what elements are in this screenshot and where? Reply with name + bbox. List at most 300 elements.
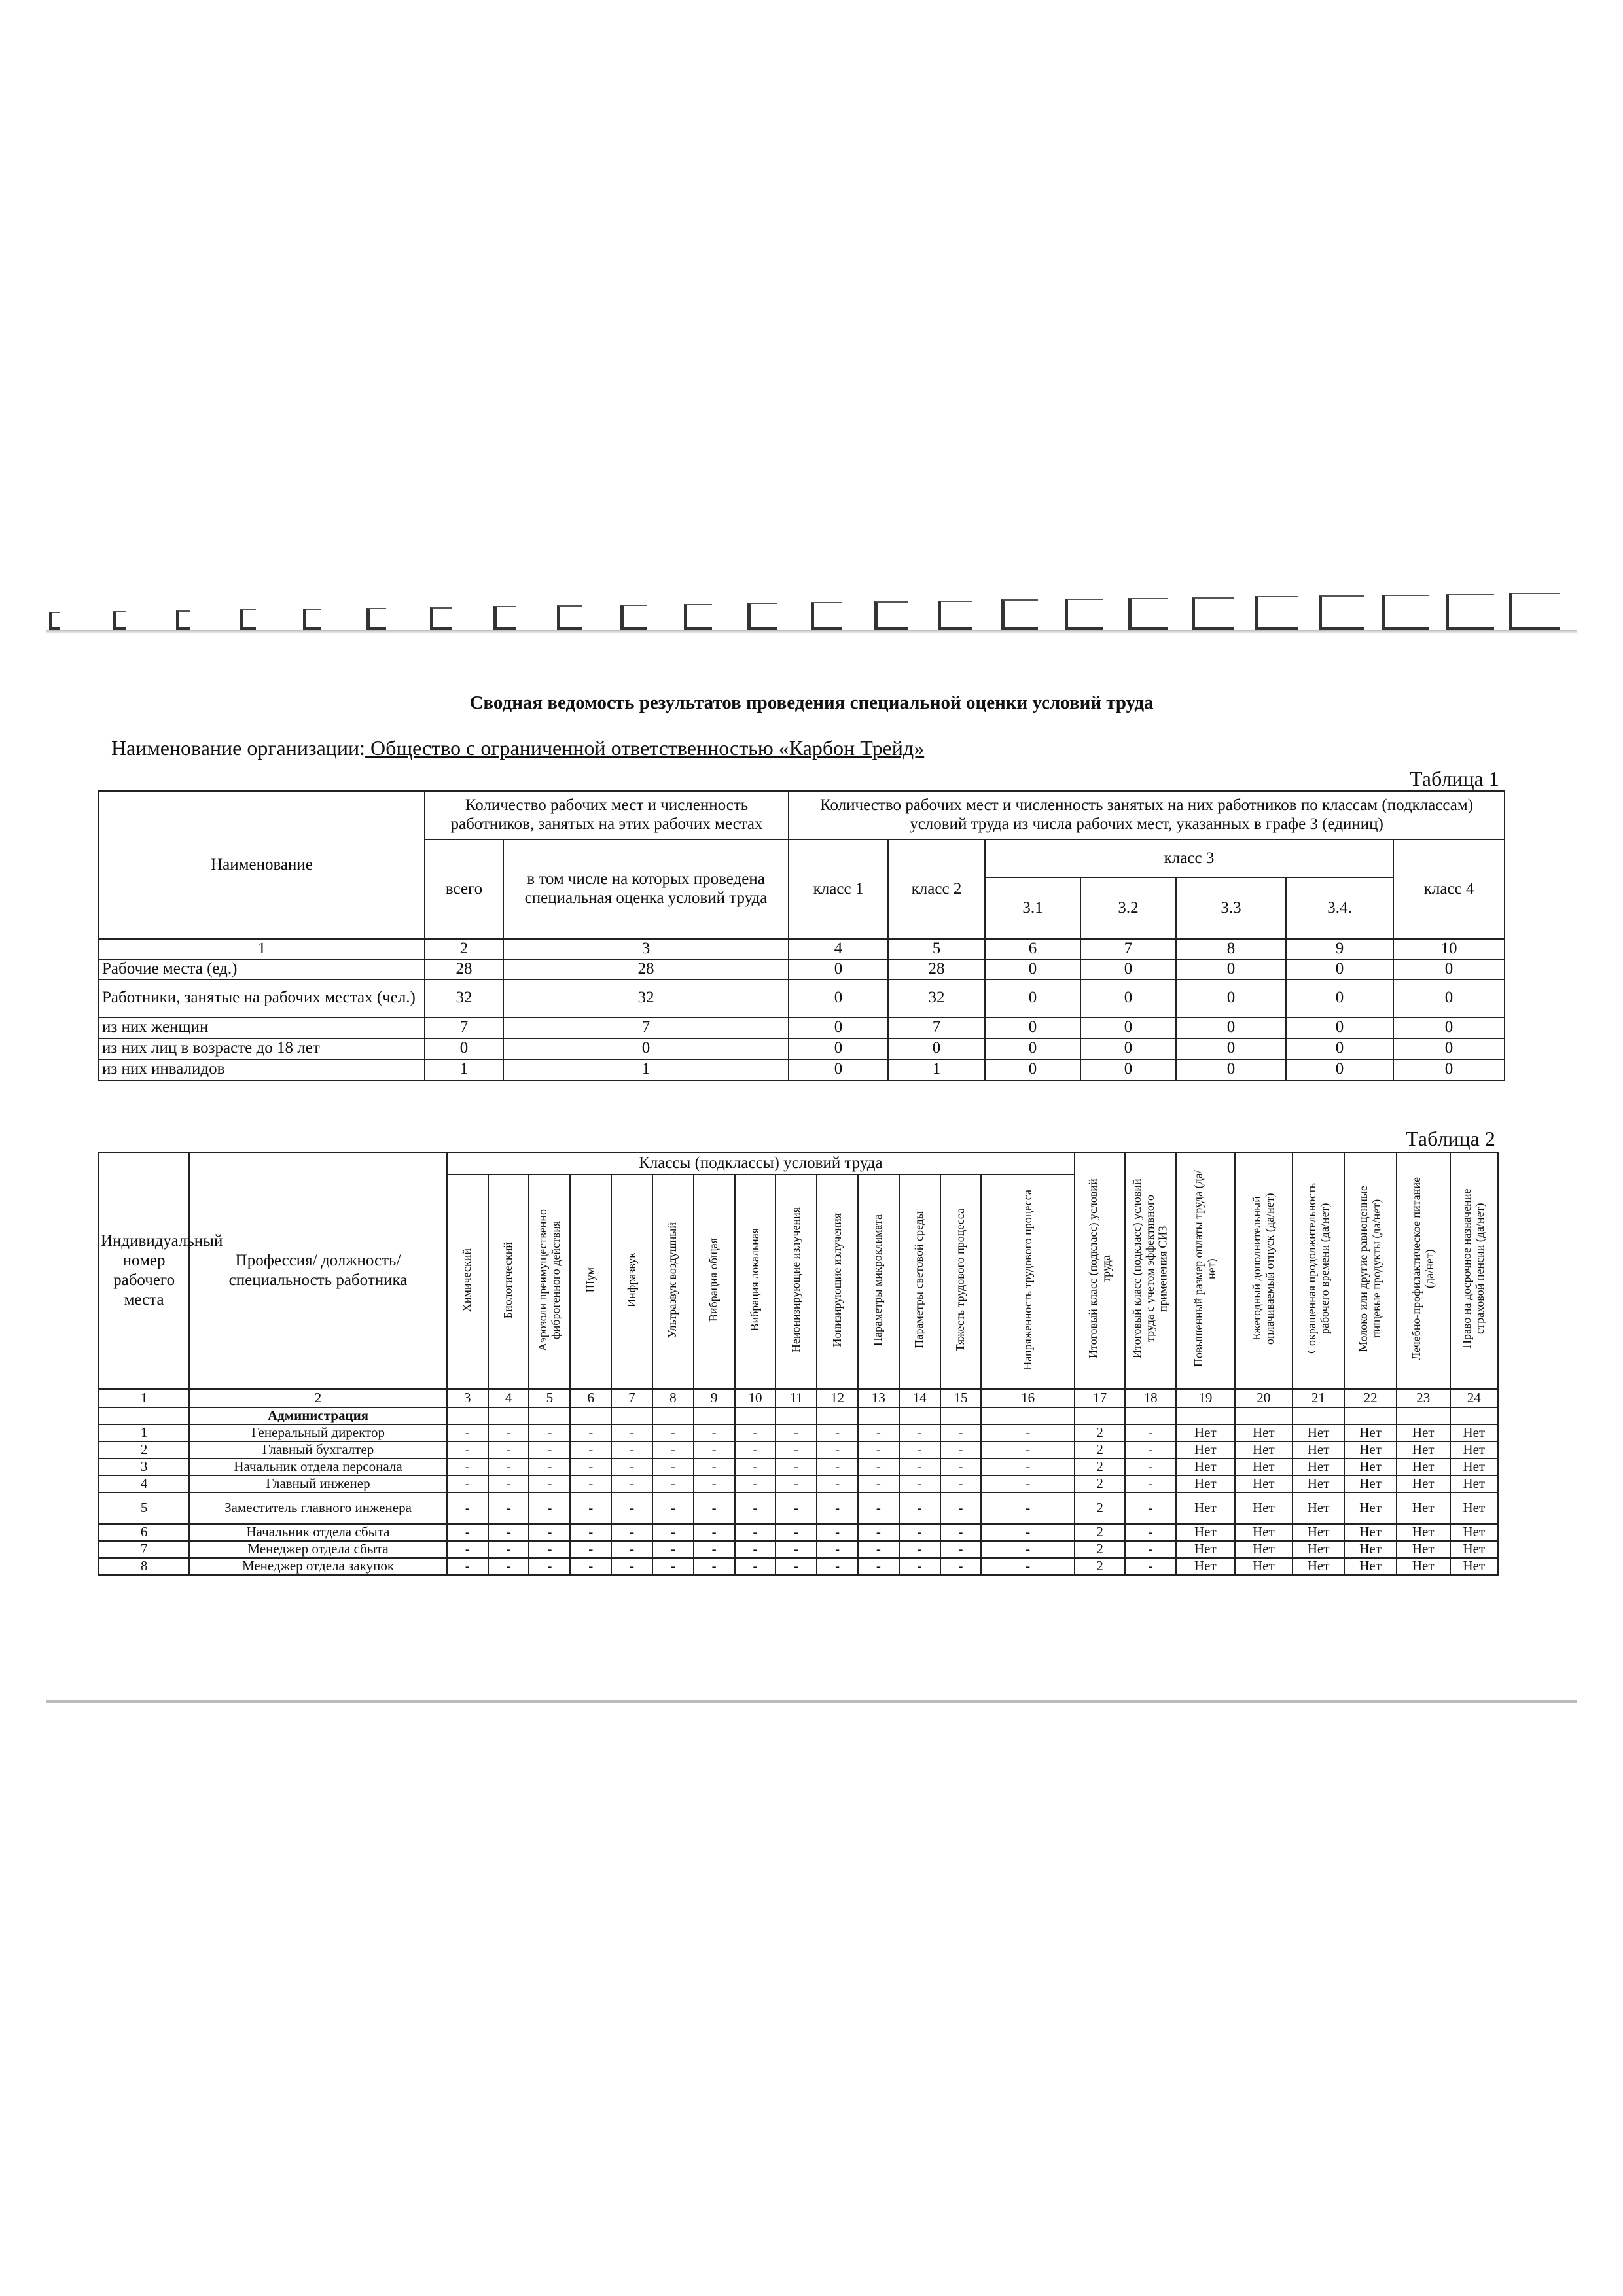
t2-header-factor: Ультразвук воздушный [652, 1174, 694, 1389]
t2-section-empty [735, 1407, 776, 1424]
t1-cell: 28 [425, 959, 503, 980]
t2-cell: 2 [1075, 1541, 1125, 1558]
t2-cell: - [447, 1475, 488, 1492]
t1-cell: 0 [1080, 1038, 1176, 1059]
t2-header-other-18: Итоговый класс (подкласс) условий труда с учетом эффективного применения СИЗ [1125, 1152, 1175, 1389]
t2-cell: - [735, 1541, 776, 1558]
t2-cell: - [858, 1558, 899, 1575]
t2-cell: - [899, 1475, 940, 1492]
t2-cell: Нет [1344, 1492, 1397, 1524]
t2-row-number: 7 [99, 1541, 189, 1558]
t2-cell: - [488, 1475, 529, 1492]
t2-col-number: 14 [899, 1389, 940, 1407]
t2-cell: - [570, 1475, 611, 1492]
t2-header-factor: Химический [447, 1174, 488, 1389]
t2-cell: - [981, 1458, 1074, 1475]
t2-cell: Нет [1397, 1458, 1450, 1475]
t2-cell: - [981, 1524, 1074, 1541]
t1-col-number: 5 [888, 939, 985, 959]
t2-cell: - [488, 1492, 529, 1524]
t2-section-empty [776, 1407, 817, 1424]
binding-ring [874, 601, 908, 630]
t2-header-factor: Вибрация общая [694, 1174, 735, 1389]
t2-cell: Нет [1235, 1458, 1293, 1475]
t2-cell: 2 [1075, 1492, 1125, 1524]
t2-section-empty [694, 1407, 735, 1424]
t2-cell: - [981, 1558, 1074, 1575]
binding-ring [747, 603, 777, 630]
t2-cell: Нет [1293, 1541, 1345, 1558]
t2-section-empty [1397, 1407, 1450, 1424]
t2-cell: - [940, 1424, 982, 1441]
t1-cell: 0 [1080, 1017, 1176, 1038]
t2-cell: Нет [1344, 1441, 1397, 1458]
t2-cell: - [735, 1424, 776, 1441]
t1-row [99, 1059, 1505, 1080]
t2-cell: Нет [1293, 1558, 1345, 1575]
t2-cell: Нет [1344, 1558, 1397, 1575]
scan-edge-line [46, 1700, 1577, 1703]
t2-cell: - [447, 1541, 488, 1558]
t2-cell: Нет [1397, 1541, 1450, 1558]
t2-header-factor: Биологический [488, 1174, 529, 1389]
t2-cell: - [776, 1441, 817, 1458]
t2-cell: - [817, 1524, 858, 1541]
t2-cell: - [817, 1475, 858, 1492]
t2-cell: - [776, 1492, 817, 1524]
t1-cell: 28 [888, 959, 985, 980]
t2-col-number: 1 [99, 1389, 189, 1407]
t2-row-profession: Менеджер отдела сбыта [189, 1541, 447, 1558]
t2-header-factor: Параметры световой среды [899, 1174, 940, 1389]
t2-col-number: 2 [189, 1389, 447, 1407]
t2-cell: - [447, 1524, 488, 1541]
t2-row-profession: Главный инженер [189, 1475, 447, 1492]
t2-cell: 2 [1075, 1558, 1125, 1575]
t2-cell: - [529, 1541, 570, 1558]
t1-cell: 0 [789, 980, 888, 1017]
t2-cell: - [447, 1458, 488, 1475]
t2-cell: Нет [1397, 1475, 1450, 1492]
t2-cell: - [488, 1541, 529, 1558]
t1-header-3-3: 3.3 [1176, 877, 1286, 939]
t2-cell: Нет [1176, 1475, 1235, 1492]
t1-row-name: Работники, занятые на рабочих местах (чел.) [99, 980, 425, 1017]
t2-cell: - [940, 1558, 982, 1575]
t2-cell: - [940, 1441, 982, 1458]
t2-cell: - [611, 1524, 652, 1541]
t1-cell: 0 [1176, 1017, 1286, 1038]
t2-cell: - [776, 1541, 817, 1558]
t2-cell: - [858, 1541, 899, 1558]
t2-col-number: 16 [981, 1389, 1074, 1407]
t1-cell: 7 [503, 1017, 789, 1038]
t2-row [99, 1541, 1498, 1558]
t2-header-other-20: Ежегодный дополнительный оплачиваемый отпуск (да/нет) [1235, 1152, 1293, 1389]
binding-ring [1319, 595, 1364, 630]
t1-cell: 0 [1286, 1059, 1393, 1080]
t2-cell: - [776, 1458, 817, 1475]
t1-col-number: 9 [1286, 939, 1393, 959]
t1-cell: 32 [503, 980, 789, 1017]
binding-ring [938, 601, 972, 631]
t2-cell: - [1125, 1441, 1175, 1458]
t2-col-number: 5 [529, 1389, 570, 1407]
t1-cell: 0 [985, 980, 1080, 1017]
t2-cell: - [570, 1558, 611, 1575]
t1-cell: 0 [1286, 980, 1393, 1017]
t2-cell: Нет [1235, 1475, 1293, 1492]
t2-cell: Нет [1344, 1524, 1397, 1541]
t1-cell: 0 [1176, 1059, 1286, 1080]
t2-cell: - [652, 1441, 694, 1458]
t2-section-empty [488, 1407, 529, 1424]
t1-col-number: 10 [1393, 939, 1505, 959]
t2-cell: - [488, 1458, 529, 1475]
table2 [98, 1152, 1499, 1576]
t2-cell: - [899, 1441, 940, 1458]
t2-cell: - [817, 1541, 858, 1558]
t1-col-number: 4 [789, 939, 888, 959]
t2-col-number: 18 [1125, 1389, 1175, 1407]
t1-cell: 0 [1176, 959, 1286, 980]
t2-cell: Нет [1397, 1492, 1450, 1524]
t2-row-profession: Заместитель главного инженера [189, 1492, 447, 1524]
t2-cell: Нет [1397, 1424, 1450, 1441]
t2-cell: 2 [1075, 1524, 1125, 1541]
table1 [98, 790, 1505, 1081]
t2-cell: - [817, 1424, 858, 1441]
t1-cell: 0 [789, 1017, 888, 1038]
t2-cell: Нет [1397, 1558, 1450, 1575]
t1-cell: 0 [985, 1038, 1080, 1059]
t2-col-number: 3 [447, 1389, 488, 1407]
t1-cell: 1 [888, 1059, 985, 1080]
t2-col-number: 19 [1176, 1389, 1235, 1407]
t1-cell: 0 [985, 1059, 1080, 1080]
t1-row-name: из них инвалидов [99, 1059, 425, 1080]
t2-cell: - [981, 1424, 1074, 1441]
organization-name: Общество с ограниченной ответственностью «Карбон Трейд» [365, 736, 925, 760]
t2-cell: - [488, 1441, 529, 1458]
t2-header-factor: Шум [570, 1174, 611, 1389]
binding-ring [557, 605, 582, 630]
t1-header-assessed: в том числе на которых проведена специальная оценка условий труда [503, 839, 789, 939]
t2-cell: Нет [1235, 1441, 1293, 1458]
document-title: Сводная ведомость результатов проведения специальной оценки условий труда [469, 692, 1154, 713]
binding-shadow [46, 630, 1577, 634]
t2-cell: - [776, 1558, 817, 1575]
t2-cell: - [858, 1492, 899, 1524]
table1-caption: Таблица 1 [1410, 767, 1499, 790]
t2-cell: - [488, 1524, 529, 1541]
t1-cell: 0 [1080, 959, 1176, 980]
binding-ring [620, 605, 647, 630]
t2-section-empty [447, 1407, 488, 1424]
t2-row-profession: Генеральный директор [189, 1424, 447, 1441]
t2-cell: Нет [1293, 1424, 1345, 1441]
t2-cell: Нет [1235, 1524, 1293, 1541]
t1-col-number: 7 [1080, 939, 1176, 959]
t2-header-number: Индивидуальный номер рабочего места [99, 1152, 189, 1389]
binding-ring [1509, 593, 1560, 630]
t1-header-class1: класс 1 [789, 839, 888, 939]
t2-row-number: 5 [99, 1492, 189, 1524]
t2-cell: Нет [1176, 1424, 1235, 1441]
t2-section-empty [817, 1407, 858, 1424]
t2-col-number: 10 [735, 1389, 776, 1407]
t1-cell: 0 [1393, 1017, 1505, 1038]
t1-col-number: 2 [425, 939, 503, 959]
t1-header-class3: класс 3 [985, 839, 1393, 877]
t2-row-number: 2 [99, 1441, 189, 1458]
t2-cell: - [611, 1492, 652, 1524]
t2-cell: 2 [1075, 1441, 1125, 1458]
t2-col-number: 20 [1235, 1389, 1293, 1407]
t1-row [99, 980, 1505, 1017]
t1-cell: 0 [789, 1038, 888, 1059]
binding-ring [240, 609, 256, 630]
t2-header-other-17: Итоговый класс (подкласс) условий труда [1075, 1152, 1125, 1389]
t2-cell: - [735, 1475, 776, 1492]
t2-col-number: 13 [858, 1389, 899, 1407]
t1-row [99, 1038, 1505, 1059]
t2-section-empty [611, 1407, 652, 1424]
t2-row-number: 4 [99, 1475, 189, 1492]
t2-cell: Нет [1176, 1441, 1235, 1458]
t2-cell: 2 [1075, 1475, 1125, 1492]
t2-cell: - [981, 1441, 1074, 1458]
t2-cell: Нет [1293, 1441, 1345, 1458]
t1-cell: 32 [425, 980, 503, 1017]
t2-cell: - [776, 1475, 817, 1492]
t2-cell: - [529, 1524, 570, 1541]
t2-cell: - [694, 1441, 735, 1458]
t2-section-empty [858, 1407, 899, 1424]
t2-cell: - [529, 1424, 570, 1441]
t2-section-empty [1235, 1407, 1293, 1424]
t1-cell: 0 [1080, 980, 1176, 1017]
t2-cell: - [447, 1424, 488, 1441]
t1-col-number: 6 [985, 939, 1080, 959]
t2-header-factor: Напряженность трудового процесса [981, 1174, 1074, 1389]
t2-cell: Нет [1344, 1424, 1397, 1441]
t2-section-empty [1344, 1407, 1397, 1424]
t2-cell: - [570, 1541, 611, 1558]
t2-cell: - [899, 1492, 940, 1524]
t2-cell: - [611, 1558, 652, 1575]
t2-cell: - [817, 1441, 858, 1458]
t1-row-name: Рабочие места (ед.) [99, 959, 425, 980]
t2-cell: - [817, 1458, 858, 1475]
t2-cell: - [1125, 1424, 1175, 1441]
t2-cell: - [1125, 1475, 1175, 1492]
t1-cell: 0 [1080, 1059, 1176, 1080]
t2-cell: Нет [1450, 1441, 1498, 1458]
organization-label: Наименование организации: [111, 736, 366, 760]
t2-cell: - [981, 1492, 1074, 1524]
binding-ring [684, 604, 712, 631]
t2-row [99, 1424, 1498, 1441]
binding-ring [1001, 599, 1038, 630]
t2-cell: - [694, 1492, 735, 1524]
t2-col-number: 9 [694, 1389, 735, 1407]
t2-cell: - [858, 1441, 899, 1458]
t2-header-factor: Вибрация локальная [735, 1174, 776, 1389]
t2-section-empty [1125, 1407, 1175, 1424]
t2-cell: - [611, 1441, 652, 1458]
t2-cell: - [735, 1524, 776, 1541]
t1-cell: 0 [1176, 1038, 1286, 1059]
t2-cell: - [694, 1558, 735, 1575]
t2-cell: - [940, 1458, 982, 1475]
t2-cell: - [447, 1492, 488, 1524]
t1-cell: 0 [1393, 980, 1505, 1017]
t1-cell: 0 [1393, 959, 1505, 980]
t2-cell: - [940, 1541, 982, 1558]
t2-cell: - [529, 1475, 570, 1492]
t1-cell: 0 [789, 1059, 888, 1080]
t2-cell: - [858, 1475, 899, 1492]
t2-row [99, 1492, 1498, 1524]
t2-cell: Нет [1235, 1492, 1293, 1524]
t2-section-empty [1075, 1407, 1125, 1424]
t2-cell: - [981, 1475, 1074, 1492]
t2-cell: - [735, 1458, 776, 1475]
binding-ring [1192, 597, 1234, 631]
t1-cell: 0 [789, 959, 888, 980]
binding-ring [1446, 594, 1494, 631]
t2-cell: Нет [1293, 1524, 1345, 1541]
t2-header-profession: Профессия/ должность/ специальность работника [189, 1152, 447, 1389]
t2-cell: Нет [1293, 1475, 1345, 1492]
t2-cell: Нет [1235, 1558, 1293, 1575]
t1-header-name: Наименование [99, 791, 425, 939]
t1-col-number: 8 [1176, 939, 1286, 959]
t2-cell: - [817, 1558, 858, 1575]
t2-cell: - [570, 1441, 611, 1458]
binding-ring [303, 609, 321, 630]
t2-header-factor: Аэрозоли преимущественно фиброгенного действия [529, 1174, 570, 1389]
t2-row-profession: Начальник отдела сбыта [189, 1524, 447, 1541]
binding-ring [1065, 599, 1103, 630]
t2-cell: Нет [1450, 1541, 1498, 1558]
t2-cell: - [652, 1492, 694, 1524]
t2-row-profession: Главный бухгалтер [189, 1441, 447, 1458]
t2-cell: Нет [1293, 1492, 1345, 1524]
t2-cell: Нет [1176, 1558, 1235, 1575]
t1-cell: 1 [425, 1059, 503, 1080]
t2-cell: - [694, 1541, 735, 1558]
t2-col-number: 23 [1397, 1389, 1450, 1407]
t2-cell: - [652, 1558, 694, 1575]
t2-cell: Нет [1235, 1541, 1293, 1558]
t2-cell: - [735, 1492, 776, 1524]
t1-cell: 0 [1393, 1059, 1505, 1080]
t2-row-profession: Менеджер отдела закупок [189, 1558, 447, 1575]
t1-cell: 0 [1176, 980, 1286, 1017]
t2-cell: - [858, 1424, 899, 1441]
t2-header-factor: Тяжесть трудового процесса [940, 1174, 982, 1389]
t2-cell: - [529, 1492, 570, 1524]
t2-cell: - [570, 1458, 611, 1475]
t1-col-number: 3 [503, 939, 789, 959]
t1-cell: 0 [1393, 1038, 1505, 1059]
t2-cell: - [694, 1458, 735, 1475]
t2-cell: Нет [1176, 1458, 1235, 1475]
t2-cell: - [858, 1458, 899, 1475]
t2-section-empty [1450, 1407, 1498, 1424]
t2-header-other-24: Право на досрочное назначение страховой пенсии (да/нет) [1450, 1152, 1498, 1389]
t2-row [99, 1524, 1498, 1541]
t1-cell: 0 [985, 959, 1080, 980]
t2-section-empty [570, 1407, 611, 1424]
t2-col-number: 7 [611, 1389, 652, 1407]
t2-header-other-21: Сокращенная продолжительность рабочего времени (да/нет) [1293, 1152, 1345, 1389]
t2-cell: - [611, 1541, 652, 1558]
t2-cell: - [652, 1475, 694, 1492]
t2-cell: - [899, 1558, 940, 1575]
t2-cell: - [529, 1558, 570, 1575]
t1-header-class2: класс 2 [888, 839, 985, 939]
t2-section-empty [529, 1407, 570, 1424]
t2-cell: - [611, 1475, 652, 1492]
t1-row [99, 959, 1505, 980]
t2-header-other-19: Повышенный размер оплаты труда (да/нет) [1176, 1152, 1235, 1389]
t2-cell: - [940, 1475, 982, 1492]
t2-cell: Нет [1450, 1458, 1498, 1475]
organization-line [111, 736, 924, 760]
t2-section-empty [652, 1407, 694, 1424]
t1-cell: 0 [888, 1038, 985, 1059]
t2-row [99, 1558, 1498, 1575]
t2-cell: - [652, 1524, 694, 1541]
t2-row [99, 1458, 1498, 1475]
t2-cell: - [1125, 1492, 1175, 1524]
t2-section-empty [899, 1407, 940, 1424]
t1-cell: 0 [503, 1038, 789, 1059]
t2-cell: 2 [1075, 1458, 1125, 1475]
t1-header-class4: класс 4 [1393, 839, 1505, 939]
binding-ring [1382, 595, 1429, 630]
t2-cell: Нет [1176, 1541, 1235, 1558]
t2-cell: - [570, 1492, 611, 1524]
t2-cell: Нет [1344, 1458, 1397, 1475]
t2-row [99, 1441, 1498, 1458]
t2-section-empty [940, 1407, 982, 1424]
t1-header-3-4: 3.4. [1286, 877, 1393, 939]
t1-row [99, 1017, 1505, 1038]
t1-cell: 7 [888, 1017, 985, 1038]
t2-cell: - [776, 1524, 817, 1541]
t2-cell: - [940, 1524, 982, 1541]
t2-header-factor: Неионизирующие излучения [776, 1174, 817, 1389]
t2-cell: - [858, 1524, 899, 1541]
t2-header-other-22: Молоко или другие равноценные пищевые продукты (да/нет) [1344, 1152, 1397, 1389]
t2-row-number: 1 [99, 1424, 189, 1441]
t2-header-factor: Ионизирующие излучения [817, 1174, 858, 1389]
binding-ring [113, 611, 126, 630]
t1-cell: 0 [985, 1017, 1080, 1038]
t2-header-factor: Параметры микроклимата [858, 1174, 899, 1389]
binding-ring [1128, 598, 1168, 630]
t2-cell: - [899, 1424, 940, 1441]
t2-cell: Нет [1450, 1475, 1498, 1492]
t1-header-total: всего [425, 839, 503, 939]
t1-header-classes: Количество рабочих мест и численность занятых на них работников по классам (подклассам) условий труда из числа рабочих мест, указанных в графе 3 (единиц) [789, 791, 1505, 839]
t2-cell: - [611, 1458, 652, 1475]
t2-cell: Нет [1293, 1458, 1345, 1475]
